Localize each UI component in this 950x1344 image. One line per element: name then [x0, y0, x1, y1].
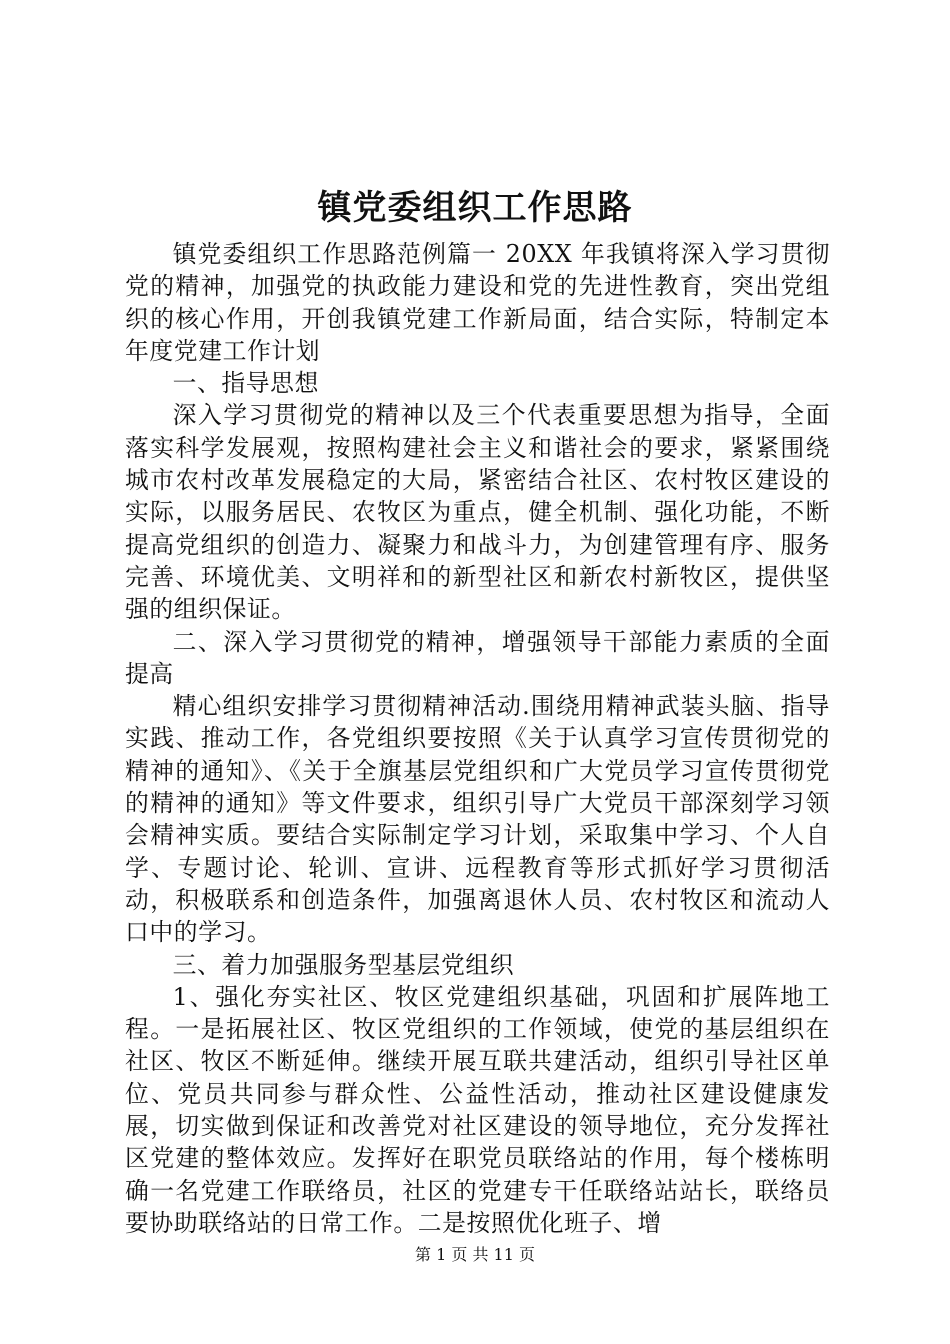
document-title: 镇党委组织工作思路 — [317, 188, 633, 228]
section-heading-2: 二、深入学习贯彻党的精神，增强领导干部能力素质的全面提高 — [125, 627, 830, 688]
document-body — [125, 238, 830, 1239]
paragraph-guiding-thought: 深入学习贯彻党的精神以及三个代表重要思想为指导，全面落实科学发展观，按照构建社会主义和谐社会的要求，紧紧围绕城市农村改革发展稳定的大局，紧密结合社区、农村牧区建设的实际，以服务居民、农牧区为重点，健全机制、强化功能，不断提高党组织的创造力、凝聚力和战斗力，为创建管理有序、服务完善、环境优美、文明祥和的新型社区和新农村新牧区，提供坚强的组织保证。 — [125, 401, 830, 624]
paragraph-intro: 镇党委组织工作思路范例篇一 20XX 年我镇将深入学习贯彻党的精神，加强党的执政能力建设和党的先进性教育，突出党组织的核心作用，开创我镇党建工作新局面，结合实际，特制定本年度党建工作计划 — [125, 240, 830, 365]
page-footer: 第 1 页 共 11 页 — [415, 1245, 535, 1264]
paragraph-study-activities: 精心组织安排学习贯彻精神活动.围绕用精神武装头脑、指导实践、推动工作，各党组织要按照《关于认真学习宣传贯彻党的精神的通知》、《关于全旗基层党组织和广大党员学习宣传贯彻党的精神的通知》等文件要求，组织引导广大党员干部深刻学习领会精神实质。要结合实际制定学习计划，采取集中学习、个人自学、专题讨论、轮训、宣讲、远程教育等形式抓好学习贯彻活动，积极联系和创造条件，加强离退休人员、农村牧区和流动人口中的学习。 — [125, 692, 830, 947]
section-heading-1: 一、指导思想 — [172, 369, 319, 398]
section-heading-3: 三、着力加强服务型基层党组织 — [172, 950, 515, 979]
paragraph-community-party-building: 1、强化夯实社区、牧区党建组织基础，巩固和扩展阵地工程。一是拓展社区、牧区党组织的工作领域，使党的基层组织在社区、牧区不断延伸。继续开展互联共建活动，组织引导社区单位、党员共同参与群众性、公益性活动，推动社区建设健康发展，切实做到保证和改善党对社区建设的领导地位，充分发挥社区党建的整体效应。发挥好在职党员联络站的作用，每个楼栋明确一名党建工作联络员，社区的党建专干任联络站站长，联络员要协助联络站的日常工作。二是按照优化班子、增 — [125, 982, 830, 1237]
